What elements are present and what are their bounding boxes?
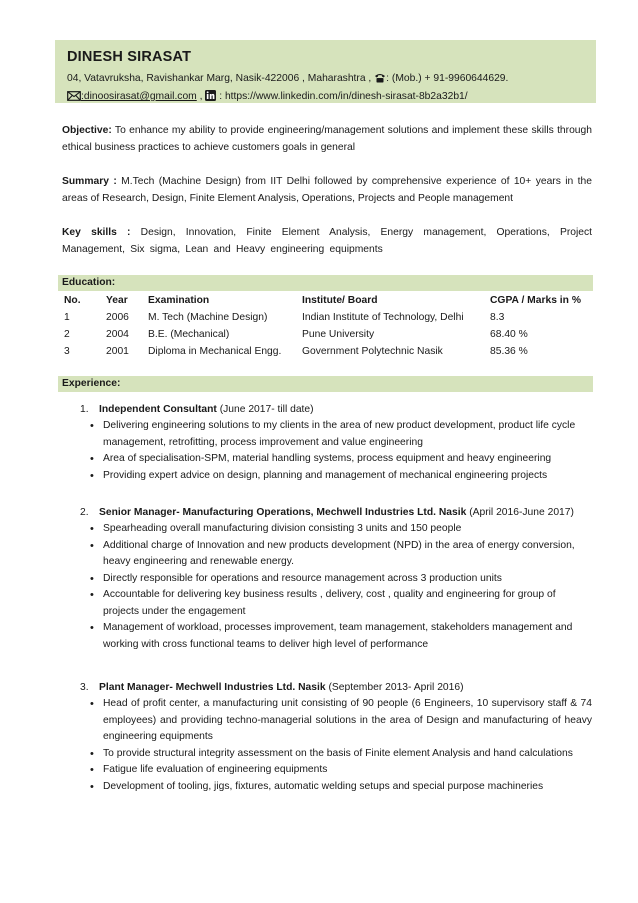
address-text: 04, Vatavruksha, Ravishankar Marg, Nasik-422006 , Maharashtra , [67,73,372,84]
cell-cgpa: 85.36 % [490,346,528,357]
col-header-institute: Institute/ Board [302,295,378,306]
experience-item-2 [80,504,592,653]
summary-section [62,173,592,207]
bullet-icon: • [90,420,94,432]
bullet-text: To provide structural integrity assessment on the basis of Finite element Analysis and hand calculations [103,747,573,759]
job-period: (June 2017- till date) [216,404,314,415]
education-heading: Education: [58,275,593,291]
cell-no: 2 [64,329,70,340]
cell-institute: Pune University [302,329,375,340]
list-item [80,696,592,746]
bullet-text: Accountable for delivering key business results , delivery, cost , quality and engineering for group of projects under the engagement [103,589,556,617]
bullet-text: Management of workload, processes improvement, team management, stakeholders management and working with cross functional teams to deliver high level of performance [103,622,573,650]
objective-section [62,122,592,156]
linkedin-url[interactable]: : https://www.linkedin.com/in/dinesh-sirasat-8b2a32b1/ [216,91,468,102]
experience-heading: Experience: [58,376,593,392]
cell-no: 1 [64,312,70,323]
job-title: Plant Manager- Mechwell Industries Ltd. Nasik [99,682,326,693]
experience-item-1 [80,401,592,484]
list-item [80,587,592,620]
bullet-icon: • [90,764,94,776]
table-row [58,343,593,360]
bullet-text: Area of specialisation-SPM, material handling systems, process equipment and heavy engineering [103,453,552,464]
cell-no: 3 [64,346,70,357]
list-item [80,521,592,538]
summary-text: M.Tech (Machine Design) from IIT Delhi followed by comprehensive experience of 10+ years in the areas of Research, Design, Finite Element Analysis, Operations, Projects and People management [62,176,592,204]
bullet-text: Delivering engineering solutions to my clients in the area of new product development, product life cycle management, retrofitting, process improvement and value engineering [103,420,576,448]
list-item [80,779,592,796]
experience-item-3 [80,679,592,795]
cell-year: 2001 [106,346,129,357]
skills-label: Key skills : [62,227,131,238]
bullet-icon: • [90,539,94,552]
skills-section [62,224,592,258]
bullet-text: Directly responsible for operations and resource management across 3 production units [103,572,502,584]
col-header-no: No. [64,295,81,306]
list-item [80,620,592,653]
bullet-icon: • [90,453,94,465]
job-period: (September 2013- April 2016) [325,682,464,693]
list-item [80,571,592,588]
job-bullets [80,521,592,653]
cell-institute: Indian Institute of Technology, Delhi [302,312,464,323]
email-link[interactable]: :dinoosirasat@gmail.com [81,91,197,102]
objective-label: Objective: [62,125,112,136]
cell-cgpa: 68.40 % [490,329,528,340]
cell-examination: M. Tech (Machine Design) [148,312,268,323]
objective-text: To enhance my ability to provide engineering/management solutions and implement these skills through ethical business practices to achieve customers goals in general [62,125,592,153]
cell-institute: Government Polytechnic Nasik [302,346,443,357]
phone-icon [374,73,386,86]
job-number: 1. [80,404,89,415]
candidate-name: DINESH SIRASAT [67,49,192,65]
bullet-icon: • [90,747,94,760]
job-number: 3. [80,682,89,693]
bullet-icon: • [90,622,94,634]
bullet-text: Development of tooling, jigs, fixtures, automatic welding setups and special purpose machineries [103,780,544,792]
list-item [80,762,592,779]
contact-line-web [67,90,468,104]
job-bullets [80,418,592,484]
list-item [80,538,592,571]
bullet-text: Additional charge of Innovation and new products development (NPD) in the area of energy conversion, heavy engineering and renewable energy. [103,539,575,567]
job-period: (April 2016-June 2017) [466,507,574,518]
list-item [80,451,592,468]
bullet-icon: • [90,589,94,601]
col-header-examination: Examination [148,295,210,306]
header-block [55,40,596,103]
cell-examination: Diploma in Mechanical Engg. [148,346,282,357]
bullet-icon: • [90,698,94,710]
cell-year: 2006 [106,312,129,323]
bullet-icon: • [90,780,94,793]
bullet-text: Providing expert advice on design, planning and management of mechanical engineering projects [103,469,548,481]
education-table [58,292,593,360]
cell-cgpa: 8.3 [490,312,505,323]
linkedin-icon [205,90,216,104]
job-number: 2. [80,507,89,518]
table-row [58,309,593,326]
job-title-line [80,401,592,418]
job-title: Senior Manager- Manufacturing Operations, Mechwell Industries Ltd. Nasik [99,507,467,518]
job-title-line [80,504,592,521]
bullet-icon: • [90,572,94,585]
bullet-text: Head of profit center, a manufacturing unit consisting of 90 people (6 Engineers, 10 supervisory staff & 74 employees) and providing techno-managerial solutions in the area of Design and manufacturing of heavy engineering equipments [103,698,592,742]
separator-text: , [196,91,203,102]
job-bullets [80,696,592,795]
list-item [80,468,592,485]
bullet-text: Fatigue life evaluation of engineering equipments [103,764,328,775]
education-header-row [58,292,593,309]
bullet-text: Spearheading overall manufacturing division consisting 3 units and 150 people [103,523,462,534]
phone-text: : (Mob.) + 91-9960644629. [386,73,509,84]
skills-text: Design, Innovation, Finite Element Analysis, Energy management, Operations, Project Management, Six sigma, Lean and Heavy engineering equipments [62,227,592,255]
cell-year: 2004 [106,329,129,340]
job-title: Independent Consultant [99,404,217,415]
job-title-line [80,679,592,696]
col-header-year: Year [106,295,128,306]
col-header-cgpa: CGPA / Marks in % [490,295,581,306]
cell-examination: B.E. (Mechanical) [148,329,230,340]
bullet-icon: • [90,469,94,482]
contact-line-address [67,73,508,86]
summary-label: Summary : [62,176,117,187]
bullet-icon: • [90,523,94,535]
list-item [80,746,592,763]
envelope-icon [67,91,81,104]
table-row [58,326,593,343]
list-item [80,418,592,451]
